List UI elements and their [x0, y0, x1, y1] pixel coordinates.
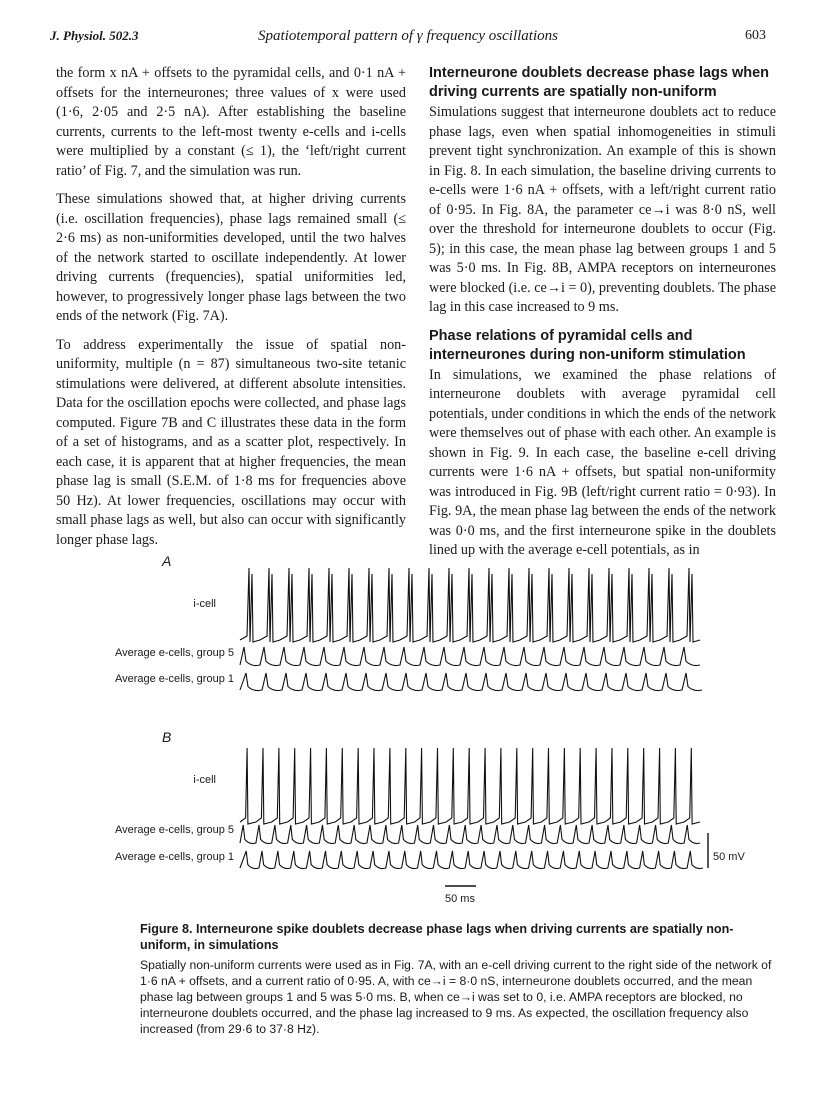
time-scale-label: 50 ms: [445, 893, 475, 905]
trace-group1-a: [240, 673, 702, 691]
trace-icell-a: [240, 568, 700, 642]
panel-label-a: A: [162, 553, 172, 569]
journal-name: J. Physiol. 502.3: [50, 28, 139, 43]
caption-body: Spatially non-uniform currents were used as in Fig. 7A, with an e-cell driving current to the right side of the network of 1·6 nA + offsets, and a current ratio of 0·95. A, with ce→i = 8·0 nS, interneurone doublets occurred, and the mean phase lag between groups 1 and 5 was 5·0 ms. B, when ce→i was set to 0, i.e. AMPA receptors are blocked, no interneurone doublets occurred, and the phase lag increased to 9 ms. As expected, the oscillation frequency also increased (from 29·6 to 37·8 Hz).: [140, 958, 772, 1036]
left-column: [56, 64, 406, 559]
section-heading: Interneurone doublets decrease phase lags when driving currents are spatially non-uniform: [429, 65, 770, 100]
trace-label-icell-a: i-cell: [193, 598, 216, 610]
paragraph: the form x nA + offsets to the pyramidal cells, and 0·1 nA + offsets for the interneurones; three values of x were used (1·6, 2·05 and 2·5 nA). After establishing the baseline currents, currents to the left-most twenty e-cells and i-cells were multiplied by a constant (≤ 1), the ‘left/right current ratio’ of Fig. 7, and the simulation was run.: [56, 65, 406, 179]
trace-label-group5-a: Average e-cells, group 5: [114, 647, 234, 659]
trace-group1-b: [240, 851, 703, 869]
paragraph: These simulations showed that, at higher driving currents (i.e. oscillation frequencies), phase lags remained small (≤ 2·6 ms) as non-uniformities developed, until the two halves of the network started to oscillate independently. At lower driving currents (frequencies), spatial uniformities led, however, to progressively longer phase lags between the two ends of the network (Fig. 7A).: [56, 191, 406, 324]
page-number: 603: [745, 28, 766, 43]
figure-8: [114, 550, 780, 920]
right-column: [429, 64, 776, 570]
caption-title: Figure 8. Interneurone spike doublets decrease phase lags when driving currents are spatially non-uniform, in simulations: [140, 922, 734, 952]
trace-label-group1-a: Average e-cells, group 1: [114, 673, 234, 685]
section-heading: Phase relations of pyramidal cells and interneurones during non-uniform stimulation: [429, 327, 746, 363]
trace-label-group1-b: Average e-cells, group 1: [114, 851, 234, 863]
voltage-scale-label: 50 mV: [713, 851, 745, 863]
running-title: Spatiotemporal pattern of γ frequency oscillations: [258, 28, 558, 44]
paragraph: To address experimentally the issue of spatial non-uniformity, multiple (n = 87) simultaneous two-site tetanic stimulations were delivered, at different absolute intensities. Data for the oscillation epochs were collected, and phase lags computed. Figure 7B and C illustrates these data in the form of a set of histograms, and as a scatter plot, respectively. In each case, it is apparent that at higher frequencies, the mean phase lag is small (S.E.M. of 1·8 ms for frequencies above 50 Hz). At lower frequencies, oscillations may occur with small phase lags as well, but also can occur with significantly longer phase lags.: [56, 336, 406, 548]
paragraph: Simulations suggest that interneurone doublets act to reduce phase lags, even when spatial inhomogeneities in stimuli prevent tight synchronization. An example of this is shown in Fig. 8. In each simulation, the baseline driving currents to e-cells were 1·6 nA + offsets, with a left/right current ratio of 0·95. In Fig. 8A, the parameter ce→i was 8·0 nS, well over the threshold for interneurone doublets to occur (Fig. 5); in this case, the mean phase lag between groups 1 and 5 was 5·0 ms. In Fig. 8B, AMPA receptors on interneurones were blocked (i.e. ce→i = 0), preventing doublets. The phase lag in this case increased to 9 ms.: [429, 104, 776, 315]
trace-group5-b: [240, 825, 700, 844]
running-header: [0, 28, 816, 48]
trace-group5-a: [240, 647, 700, 666]
panel-label-b: B: [162, 729, 172, 745]
trace-icell-b: [240, 748, 700, 824]
trace-label-group5-b: Average e-cells, group 5: [114, 824, 234, 836]
figure-caption: [140, 921, 780, 1037]
paragraph: In simulations, we examined the phase relations of interneurone doublets with average pyramidal cell potentials, under conditions in which the ends of the network were themselves out of phase with each other. An example is shown in Fig. 9. In each case, the baseline e-cell driving currents were 1·6 nA + offsets, but spatial non-uniformity was introduced in Fig. 9B (left/right current ratio = 0·93). In Fig. 9A, the mean phase lag between the ends of the network was 0·0 ms, and the first interneurone spike in the doublets lined up with the average e-cell potentials, as in: [429, 366, 776, 558]
figure-traces: [114, 550, 780, 920]
trace-label-icell-b: i-cell: [193, 774, 216, 786]
